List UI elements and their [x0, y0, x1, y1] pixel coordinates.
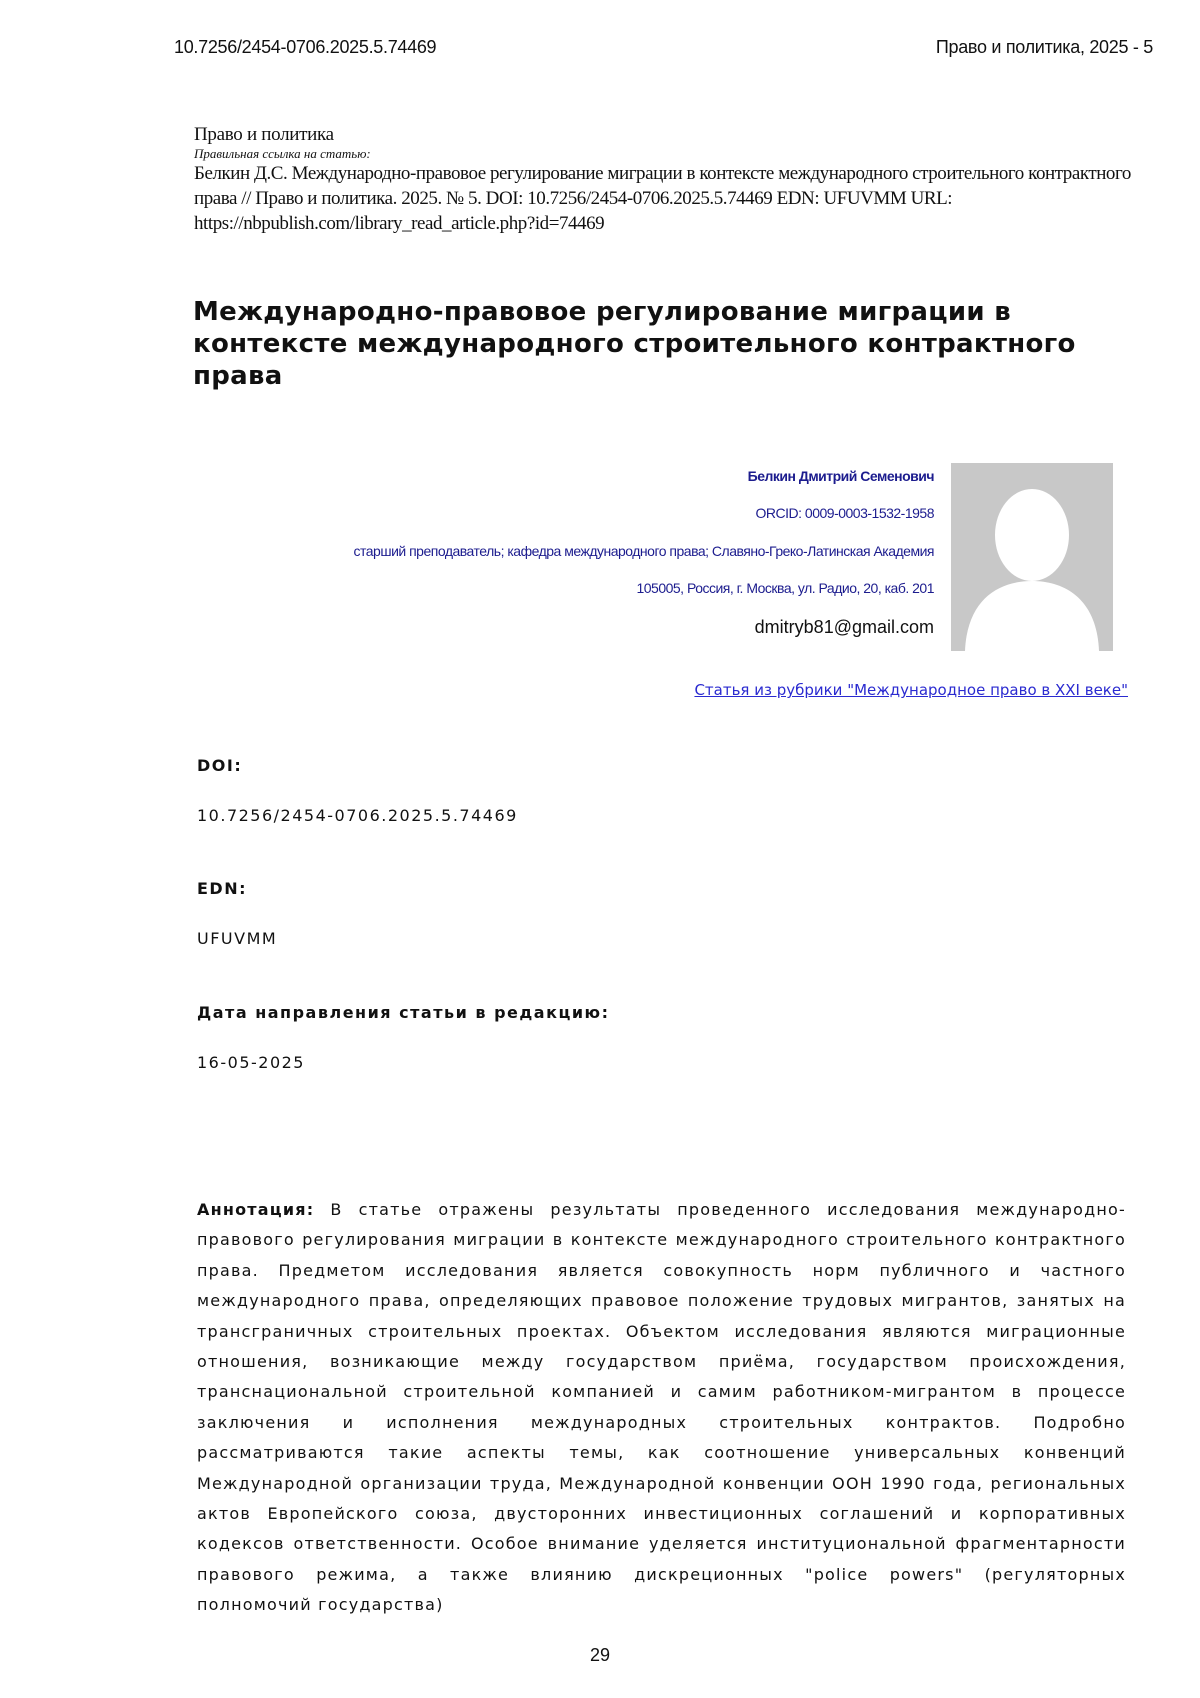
- author-affiliation: старший преподаватель; кафедра международного права; Славяно-Греко-Латинская Академия: [234, 543, 934, 559]
- header-doi: 10.7256/2454-0706.2025.5.74469: [174, 37, 436, 58]
- article-title: Международно-правовое регулирование миграции в контексте международного строительного контрактного права: [193, 296, 1123, 392]
- author-name: Белкин Дмитрий Семенович: [234, 468, 934, 484]
- abstract: [197, 1195, 1126, 1621]
- doi-label: DOI:: [197, 756, 242, 775]
- abstract-text: В статье отражены результаты проведенного исследования международно-правового регулирования миграции в контексте международного строительного контрактного права. Предметом исследования является совокупность норм публичного и частного международного права, определяющих правовое положение трудовых мигрантов, занятых на трансграничных строительных проектах. Объектом исследования являются миграционные отношения, возникающие между государством приёма, государством происхождения, транснациональной строительной компанией и самим работником-мигрантом в процессе заключения и исполнения международных строительных контрактов. Подробно рассматриваются такие аспекты темы, как соотношение универсальных конвенций Международной организации труда, Международной конвенции ООН 1990 года, региональных актов Европейского союза, двусторонних инвестиционных соглашений и корпоративных кодексов ответственности. Особое внимание уделяется институциональной фрагментарности правового режима, а также влиянию дискреционных "police powers" (регуляторных полномочий государства): [197, 1200, 1126, 1614]
- avatar-placeholder-icon: [951, 463, 1113, 651]
- author-avatar: [951, 463, 1113, 651]
- edn-label: EDN:: [197, 879, 247, 898]
- abstract-label: Аннотация:: [197, 1200, 314, 1219]
- author-orcid: ORCID: 0009-0003-1532-1958: [234, 505, 934, 521]
- header-journal-issue: Право и политика, 2025 - 5: [936, 37, 1153, 58]
- rubric-link[interactable]: Статья из рубрики "Международное право в XXI веке": [694, 681, 1128, 699]
- citation-text: Белкин Д.С. Международно-правовое регулирование миграции в контексте международного строительного контрактного права // Право и политика. 2025. № 5. DOI: 10.7256/2454-0706.2025.5.74469 EDN: UFUVMM URL: https://nbpublish.com/library_read_article.php?id=74469: [194, 161, 1154, 236]
- author-email: dmitryb81@gmail.com: [234, 617, 934, 638]
- submission-date-label: Дата направления статьи в редакцию:: [197, 1003, 609, 1022]
- citation-block: [194, 124, 1154, 236]
- author-address: 105005, Россия, г. Москва, ул. Радио, 20, каб. 201: [234, 580, 934, 596]
- journal-name: Право и политика: [194, 124, 1154, 146]
- citation-label: Правильная ссылка на статью:: [194, 146, 1154, 161]
- page-number: 29: [0, 1645, 1200, 1666]
- edn-value: UFUVMM: [197, 929, 277, 948]
- submission-date-value: 16-05-2025: [197, 1053, 305, 1072]
- doi-value: 10.7256/2454-0706.2025.5.74469: [197, 806, 518, 825]
